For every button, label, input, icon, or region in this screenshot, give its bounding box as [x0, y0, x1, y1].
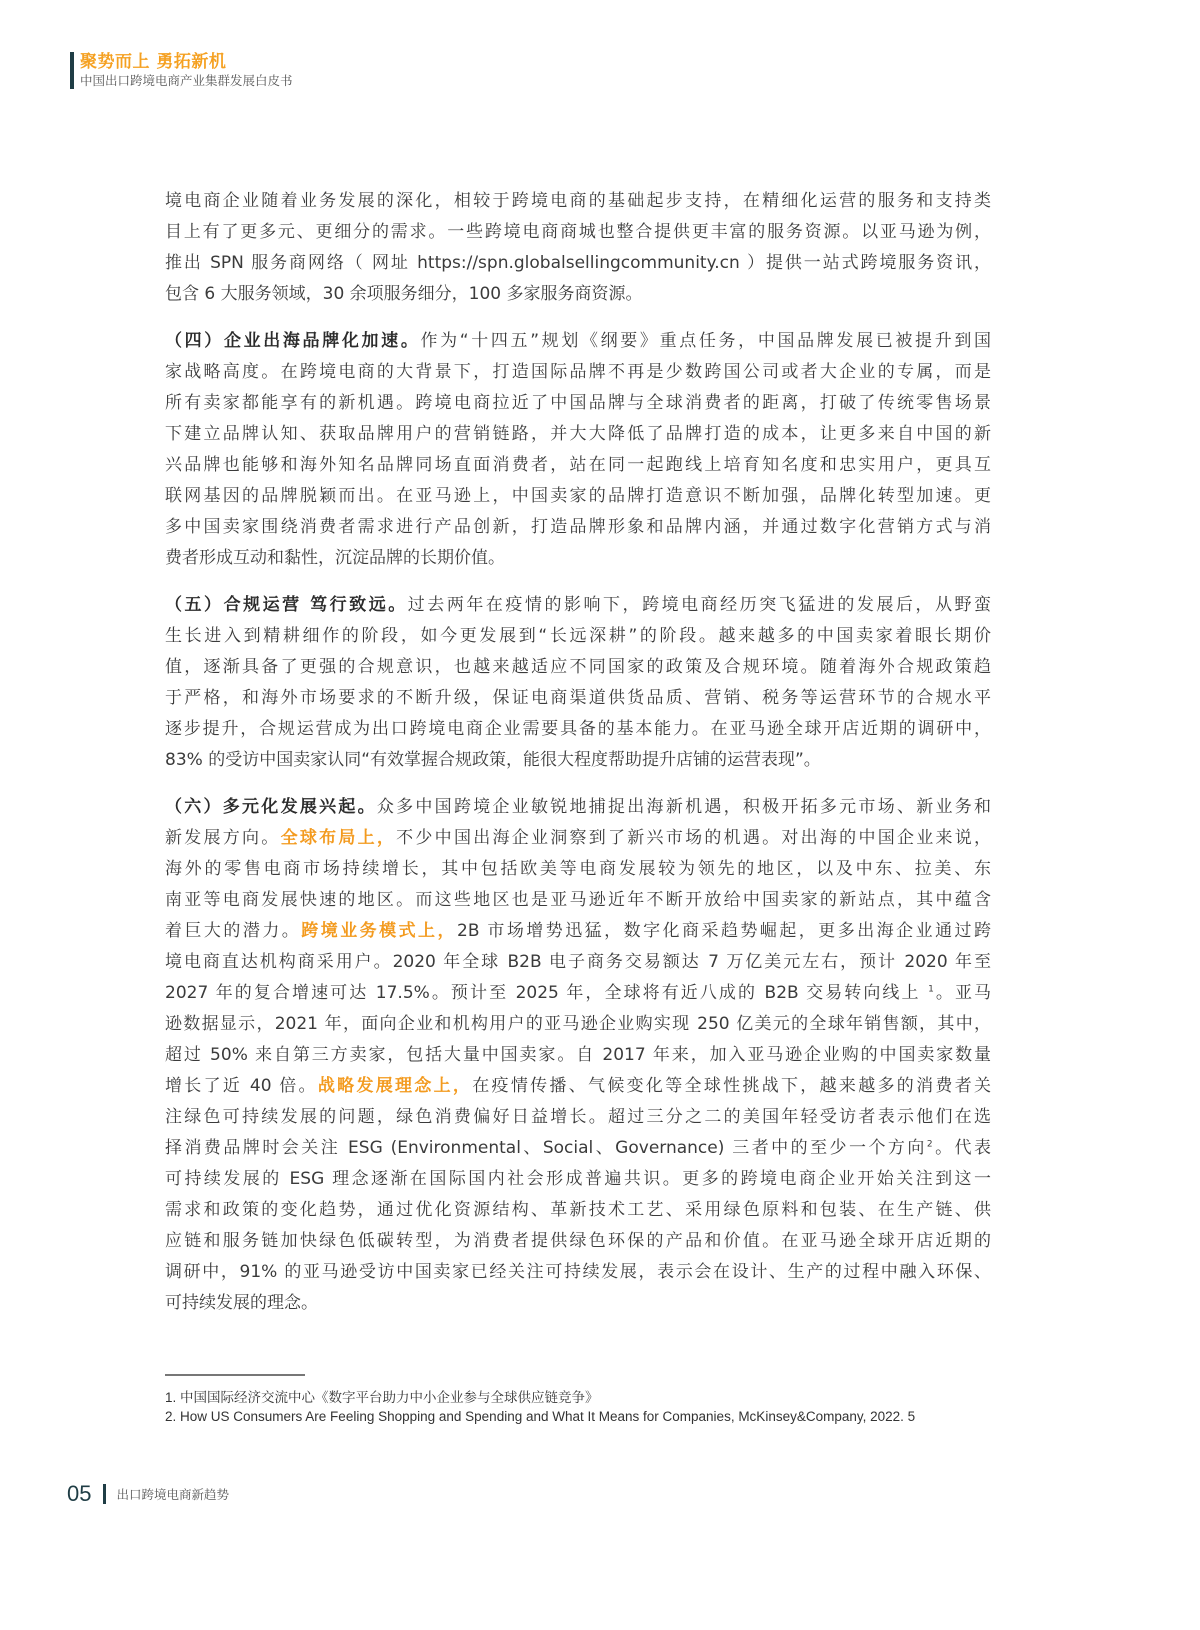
- text-line: [165, 916, 991, 947]
- text-segment: 多中国卖家围绕消费者需求进行产品创新，打造品牌形象和品牌内涵，并通过数字化营销方式与消: [165, 517, 991, 537]
- text-line: [165, 1288, 991, 1319]
- text-line: [165, 186, 991, 217]
- text-segment: 生长进入到精耕细作的阶段，如今更发展到“长远深耕”的阶段。越来越多的中国卖家着眼长期价: [165, 626, 991, 646]
- text-segment: 2027 年的复合增速可达 17.5%。预计至 2025 年，全球将有近八成的 B2B 交易转向线上: [165, 983, 929, 1003]
- section-heading: （六）多元化发展兴起。: [165, 797, 377, 817]
- text-segment: 作为“十四五”规划《纲要》重点任务，中国品牌发展已被提升到国: [420, 331, 991, 351]
- text-segment: 过去两年在疫情的影响下，跨境电商经历突飞猛进的发展后，从野蛮: [407, 595, 992, 615]
- footer-section: 出口跨境电商新趋势: [116, 1487, 229, 1502]
- text-segment: 调研中，91% 的亚马逊受访中国卖家已经关注可持续发展，表示会在设计、生产的过程中融入环保、: [165, 1262, 991, 1282]
- text-segment: 家战略高度。在跨境电商的大背景下，打造国际品牌不再是少数跨国公司或者大企业的专属，而是: [165, 362, 991, 382]
- footnote-ref: 1: [928, 984, 934, 995]
- text-line: [165, 512, 991, 543]
- highlight-phrase: 战略发展理念上，: [317, 1076, 473, 1096]
- page-number: 05: [67, 1481, 92, 1506]
- text-line: [165, 621, 991, 652]
- text-line: [165, 714, 991, 745]
- header-title: 聚势而上 勇拓新机: [80, 52, 227, 72]
- text-segment: 新发展方向。: [165, 828, 281, 848]
- footnote-2: 2. How US Consumers Are Feeling Shopping and Spending and What It Means for Companies, McKinsey&Company, 2022. 5: [165, 1408, 916, 1424]
- header-subtitle: 中国出口跨境电商产业集群发展白皮书: [80, 73, 293, 88]
- text-line: [165, 745, 991, 776]
- text-segment: 境电商企业随着业务发展的深化，相较于跨境电商的基础起步支持，在精细化运营的服务和支持类: [165, 191, 991, 211]
- text-line: [165, 652, 991, 683]
- paragraph: [165, 326, 991, 574]
- text-line: [165, 481, 991, 512]
- text-segment: 值，逐渐具备了更强的合规意识，也越来越适应不同国家的政策及合规环境。随着海外合规政策趋: [165, 657, 991, 677]
- section-heading: （五）合规运营 笃行致远。: [165, 595, 408, 615]
- text-segment: 众多中国跨境企业敏锐地捕捉出海新机遇，积极开拓多元市场、新业务和: [376, 797, 992, 817]
- text-segment: 可持续发展的理念。: [165, 1293, 318, 1313]
- text-segment: 着巨大的潜力。: [165, 921, 302, 941]
- text-segment: 南亚等电商发展快速的地区。而这些地区也是亚马逊近年不断开放给中国卖家的新站点，其中蕴含: [165, 890, 991, 910]
- text-line: [165, 1226, 991, 1257]
- running-header: [70, 52, 293, 89]
- text-line: [165, 357, 991, 388]
- text-segment: 联网基因的品牌脱颖而出。在亚马逊上，中国卖家的品牌打造意识不断加强，品牌化转型加速。更: [165, 486, 991, 506]
- text-line: [165, 1133, 991, 1164]
- text-line: [165, 590, 991, 621]
- text-line: [165, 279, 991, 310]
- highlight-phrase: 全球布局上，: [280, 828, 397, 848]
- text-line: [165, 1257, 991, 1288]
- text-line: [165, 823, 991, 854]
- text-line: [165, 1102, 991, 1133]
- footnotes: [165, 1389, 995, 1426]
- text-line: [165, 419, 991, 450]
- text-line: [165, 683, 991, 714]
- text-segment: 推出 SPN 服务商网络（ 网址 https://spn.globalsellingcommunity.cn ）提供一站式跨境服务资讯，: [165, 253, 991, 273]
- text-line: [165, 217, 991, 248]
- text-segment: 需求和政策的变化趋势，通过优化资源结构、革新技术工艺、采用绿色原料和包装、在生产链、供: [165, 1200, 991, 1220]
- text-segment: 目上有了更多元、更细分的需求。一些跨境电商商城也整合提供更丰富的服务资源。以亚马逊为例，: [165, 222, 991, 242]
- text-line: [165, 388, 991, 419]
- text-line: [165, 543, 991, 574]
- text-segment: 境电商直达机构商采用户。2020 年全球 B2B 电子商务交易额达 7 万亿美元左右，预计 2020 年至: [165, 952, 991, 972]
- text-segment: 增长了近 40 倍。: [165, 1076, 318, 1096]
- footnote-divider: [165, 1374, 305, 1376]
- text-line: [165, 1009, 991, 1040]
- text-line: [165, 885, 991, 916]
- paragraph: [165, 186, 991, 310]
- footer-divider: [103, 1484, 106, 1504]
- text-segment: 海外的零售电商市场持续增长，其中包括欧美等电商发展较为领先的地区，以及中东、拉美、东: [165, 859, 991, 879]
- highlight-phrase: 跨境业务模式上，: [301, 921, 457, 941]
- text-segment: 所有卖家都能享有的新机遇。跨境电商拉近了中国品牌与全球消费者的距离，打破了传统零售场景: [165, 393, 991, 413]
- text-segment: 注绿色可持续发展的问题，绿色消费偏好日益增长。超过三分之二的美国年轻受访者表示他们在选: [165, 1107, 991, 1127]
- paragraph: [165, 792, 991, 1319]
- text-segment: 在疫情传播、气候变化等全球性挑战下，越来越多的消费者关: [472, 1076, 992, 1096]
- text-segment: 择消费品牌时会关注 ESG (Environmental、Social、Governance) 三者中的至少一个方向: [165, 1138, 927, 1158]
- text-segment: 兴品牌也能够和海外知名品牌同场直面消费者，站在同一起跑线上培育知名度和忠实用户，更具互: [165, 455, 991, 475]
- text-line: [165, 1071, 991, 1102]
- text-line: [165, 1040, 991, 1071]
- text-segment: 逐步提升，合规运营成为出口跨境电商企业需要具备的基本能力。在亚马逊全球开店近期的调研中，: [165, 719, 991, 739]
- text-line: [165, 248, 991, 279]
- text-line: [165, 326, 991, 357]
- paragraph: [165, 590, 991, 776]
- text-line: [165, 1164, 991, 1195]
- footnote-1: 1. 中国国际经济交流中心《数字平台助力中小企业参与全球供应链竞争》: [165, 1390, 599, 1405]
- text-segment: 应链和服务链加快绿色低碳转型，为消费者提供绿色环保的产品和价值。在亚马逊全球开店近期的: [165, 1231, 991, 1251]
- text-line: [165, 792, 991, 823]
- text-segment: 2B 市场增势迅猛，数字化商采趋势崛起，更多出海企业通过跨: [457, 921, 991, 941]
- text-segment: 可持续发展的 ESG 理念逐渐在国际国内社会形成普遍共识。更多的跨境电商企业开始关注到这一: [165, 1169, 991, 1189]
- body-text: [165, 186, 991, 1335]
- footnote-ref: 2: [926, 1139, 933, 1150]
- text-segment: 超过 50% 来自第三方卖家，包括大量中国卖家。自 2017 年来，加入亚马逊企业购的中国卖家数量: [165, 1045, 991, 1065]
- text-segment: 下建立品牌认知、获取品牌用户的营销链路，并大大降低了品牌打造的成本，让更多来自中国的新: [165, 424, 991, 444]
- text-segment: 费者形成互动和黏性，沉淀品牌的长期价值。: [165, 548, 505, 568]
- text-segment: 。亚马: [933, 983, 992, 1003]
- text-line: [165, 854, 991, 885]
- text-segment: 于严格，和海外市场要求的不断升级，保证电商渠道供货品质、营销、税务等运营环节的合规水平: [165, 688, 991, 708]
- section-heading: （四）企业出海品牌化加速。: [165, 331, 421, 351]
- text-segment: 包含 6 大服务领域，30 余项服务细分，100 多家服务商资源。: [165, 284, 643, 304]
- text-line: [165, 947, 991, 978]
- text-segment: 不少中国出海企业洞察到了新兴市场的机遇。对出海的中国企业来说，: [396, 828, 992, 848]
- text-segment: 逊数据显示，2021 年，面向企业和机构用户的亚马逊企业购实现 250 亿美元的全球年销售额，其中，: [165, 1014, 991, 1034]
- page-footer: [67, 1481, 229, 1507]
- text-segment: 83% 的受访中国卖家认同“有效掌握合规政策，能很大程度帮助提升店铺的运营表现”。: [165, 750, 821, 770]
- text-line: [165, 978, 991, 1009]
- text-segment: 。代表: [932, 1138, 991, 1158]
- text-line: [165, 450, 991, 481]
- text-line: [165, 1195, 991, 1226]
